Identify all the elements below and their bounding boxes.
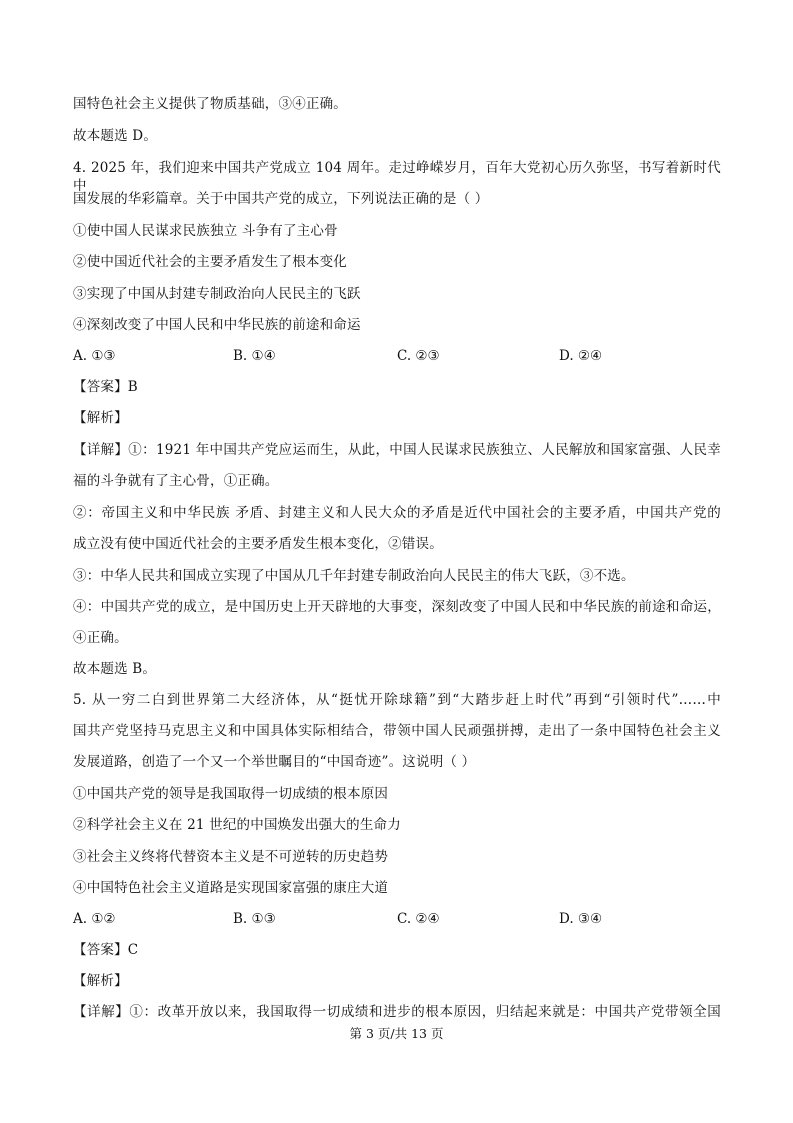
q4-item-4: ④深刻改变了中国人民和中华民族的前途和命运 xyxy=(73,317,361,333)
q4-stem-line2: 国发展的华彩篇章。关于中国共产党的成立，下列说法正确的是（ ） xyxy=(73,191,489,207)
q4-item-2: ②使中国近代社会的主要矛盾发生了根本变化 xyxy=(73,254,347,270)
q5-option-d: D. ③④ xyxy=(559,911,603,927)
q4-item-1: ①使中国人民谋求民族独立 斗争有了主心骨 xyxy=(73,223,338,239)
page-number: 第 3 页/共 13 页 xyxy=(349,1026,444,1041)
q4-analysis-label: 【解析】 xyxy=(73,410,128,426)
q4-option-a: A. ①③ xyxy=(73,348,116,364)
q5-item-2: ②科学社会主义在 21 世纪的中国焕发出强大的生命力 xyxy=(73,817,401,833)
q4-detail-line2: 福的斗争就有了主心骨，①正确。 xyxy=(73,473,279,489)
q5-options xyxy=(73,910,723,928)
q5-answer: 【答案】C xyxy=(73,942,139,958)
q4-options xyxy=(73,347,723,365)
q4-detail-line3: ②：帝国主义和中华民族 矛盾、封建主义和人民大众的矛盾是近代中国社会的主要矛盾，中国共产党的 xyxy=(73,505,721,521)
prev-conclusion: 故本题选 D。 xyxy=(73,128,158,144)
q5-detail-line1: 【详解】①：改革开放以来，我国取得一切成绩和进步的根本原因，归结起来就是：中国共产党带领全国 xyxy=(73,1004,721,1020)
q5-option-c: C. ②④ xyxy=(397,911,440,927)
q5-item-4: ④中国特色社会主义道路是实现国家富强的康庄大道 xyxy=(73,880,389,896)
q5-option-a: A. ①② xyxy=(73,911,116,927)
q4-option-b: B. ①④ xyxy=(233,348,276,364)
q4-answer: 【答案】B xyxy=(73,379,138,395)
q4-detail-line5: ③：中华人民共和国成立实现了中国从几千年封建专制政治向人民民主的伟大飞跃，③不选。 xyxy=(73,568,635,584)
q5-analysis-label: 【解析】 xyxy=(73,973,128,989)
prev-answer-tail: 国特色社会主义提供了物质基础，③④正确。 xyxy=(73,96,347,112)
q5-stem-line3: 发展道路，创造了一个又一个举世瞩目的“中国奇迹”。这说明（ ） xyxy=(73,754,476,770)
q4-detail-line7: ④正确。 xyxy=(73,630,128,646)
q4-option-d: D. ②④ xyxy=(559,348,603,364)
q4-detail-line6: ④：中国共产党的成立，是中国历史上开天辟地的大事变，深刻改变了中国人民和中华民族的前途和命运， xyxy=(73,599,721,615)
q5-stem-line1: 5. 从一穷二白到世界第二大经济体，从“挺忧开除球籍”到“大踏步赶上时代”再到“引领时代”……中 xyxy=(73,692,721,708)
q5-option-b: B. ①③ xyxy=(233,911,276,927)
q4-option-c: C. ②③ xyxy=(397,348,440,364)
q5-item-1: ①中国共产党的领导是我国取得一切成绩的根本原因 xyxy=(73,786,389,802)
q4-stem-line1: 4. 2025 年，我们迎来中国共产党成立 104 周年。走过峥嵘岁月，百年大党初心历久弥坚，书写着新时代中 xyxy=(73,160,721,194)
q5-item-3: ③社会主义终将代替资本主义是不可逆转的历史趋势 xyxy=(73,849,389,865)
q4-conclusion: 故本题选 B。 xyxy=(73,661,157,677)
q4-item-3: ③实现了中国从封建专制政治向人民民主的飞跃 xyxy=(73,286,361,302)
q4-detail-line4: 成立没有使中国近代社会的主要矛盾发生根本变化，②错误。 xyxy=(73,536,443,552)
q4-detail-line1: 【详解】①：1921 年中国共产党应运而生，从此，中国人民谋求民族独立、人民解放和国家富强、人民幸 xyxy=(73,442,721,458)
q5-stem-line2: 国共产党坚持马克思主义和中国具体实际相结合，带领中国人民顽强拼搏，走出了一条中国特色社会主义 xyxy=(73,723,721,739)
